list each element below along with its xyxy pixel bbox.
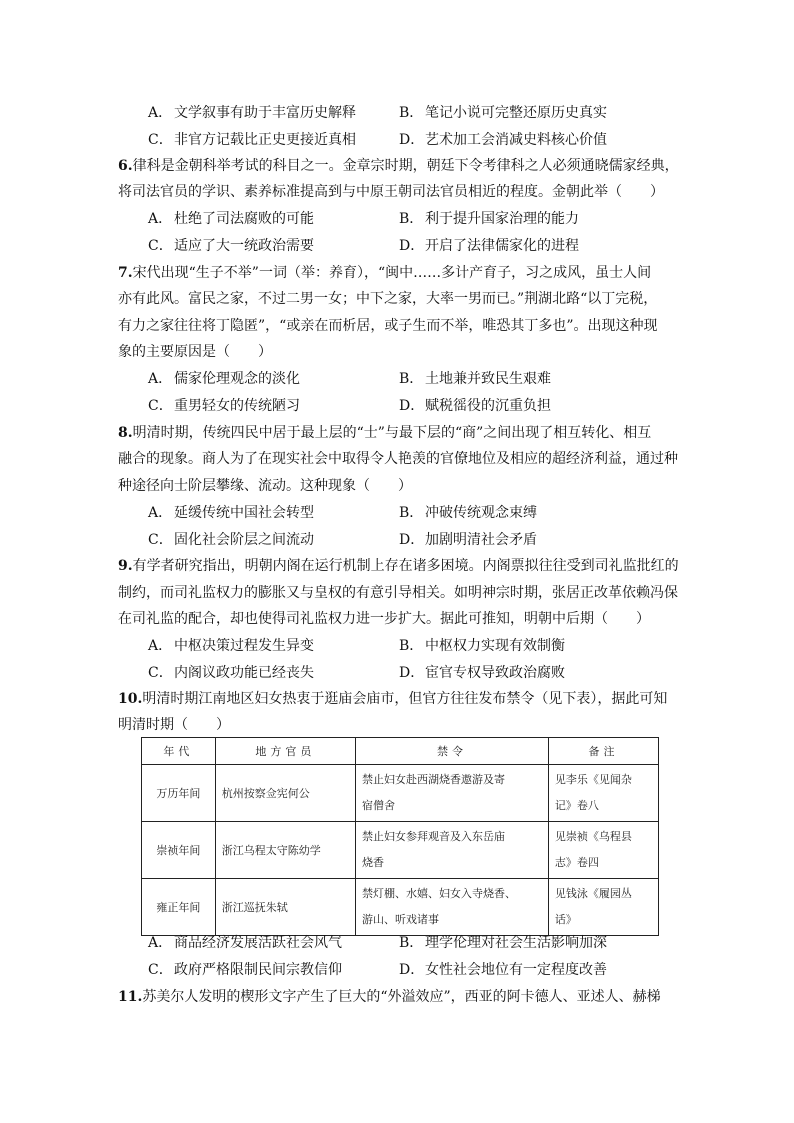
q9-stem-line-1: 9.有学者研究指出，明朝内阁在运行机制上存在诸多困境。内阁票拟往往受到司礼监批红的 <box>118 558 679 574</box>
q7-option-c[interactable]: C．重男轻女的传统陋习 <box>148 398 300 414</box>
q5-option-d[interactable]: D．艺术加工会消减史料核心价值 <box>399 132 607 148</box>
q6-number: 6. <box>118 158 133 174</box>
table-header: 禁令 <box>356 738 549 765</box>
q11-number: 11. <box>118 989 143 1005</box>
table-cell-era: 崇祯年间 <box>142 822 216 879</box>
q7-stem-line-2: 亦有此风。富民之家，不过二男一女；中下之家，大率一男而已。”荆湖北路“以丁完税， <box>118 291 658 307</box>
q10-stem-line-2: 明清时期（ ） <box>118 717 230 733</box>
table-row <box>142 765 659 822</box>
table-header: 年代 <box>142 738 216 765</box>
q8-option-c[interactable]: C．固化社会阶层之间流动 <box>148 532 314 548</box>
edict-table <box>141 737 659 936</box>
q9-stem-line-2: 制约，而司礼监权力的膨胀又与皇权的有意引导相关。如明神宗时期，张居正改革依赖冯保 <box>118 585 678 601</box>
table-cell-era: 雍正年间 <box>142 879 216 936</box>
table-row <box>142 879 659 936</box>
q8-stem-line-2: 融合的现象。商人为了在现实社会中取得令人艳羡的官僚地位及相应的超经济利益，通过种 <box>118 451 678 467</box>
q10-option-d[interactable]: D．女性社会地位有一定程度改善 <box>399 962 607 978</box>
q7-option-a[interactable]: A． 儒家伦理观念的淡化 <box>148 371 300 387</box>
q5-option-b[interactable]: B． 笔记小说可完整还原历史真实 <box>399 105 607 121</box>
q8-option-a[interactable]: A． 延缓传统中国社会转型 <box>148 505 314 521</box>
q9-number: 9. <box>118 558 133 574</box>
q9-option-a[interactable]: A． 中枢决策过程发生异变 <box>148 638 314 654</box>
q6-option-b[interactable]: B． 利于提升国家治理的能力 <box>399 211 579 227</box>
q8-stem-line-3: 种途径向士阶层攀缘、流动。这种现象（ ） <box>118 478 412 494</box>
table-header: 备注 <box>548 738 658 765</box>
q7-option-d[interactable]: D．赋税徭役的沉重负担 <box>399 398 551 414</box>
q10-number: 10. <box>118 691 143 707</box>
table-cell-ban: 禁灯棚、水嬉、妇女入寺烧香、 游山、听戏诸事 <box>356 879 549 936</box>
q8-number: 8. <box>118 425 133 441</box>
q8-stem-line-1: 8.明清时期，传统四民中居于最上层的“士”与最下层的“商”之间出现了相互转化、相互 <box>118 425 652 441</box>
q5-option-a[interactable]: A． 文学叙事有助于丰富历史解释 <box>148 105 356 121</box>
table-cell-note: 见崇祯《乌程县 志》卷四 <box>548 822 658 879</box>
q7-stem-line-1: 7.宋代出现“生子不举”一词（举：养育），“闽中……多计产育子，习之成风，虽士人间 <box>118 265 652 281</box>
table-header: 地方官员 <box>215 738 355 765</box>
q7-number: 7. <box>118 265 133 281</box>
q6-option-d[interactable]: D．开启了法律儒家化的进程 <box>399 238 579 254</box>
q7-option-b[interactable]: B． 土地兼并致民生艰难 <box>399 371 551 387</box>
q10-option-c[interactable]: C．政府严格限制民间宗教信仰 <box>148 962 342 978</box>
table-cell-note: 见钱泳《履园丛 话》 <box>548 879 658 936</box>
q5-option-c[interactable]: C．非官方记载比正史更接近真相 <box>148 132 356 148</box>
table-header-row <box>142 738 659 765</box>
q6-option-a[interactable]: A． 杜绝了司法腐败的可能 <box>148 211 314 227</box>
q9-option-c[interactable]: C．内阁议政功能已经丧失 <box>148 665 314 681</box>
q8-option-d[interactable]: D．加剧明清社会矛盾 <box>399 532 537 548</box>
q10-stem-line-1: 10.明清时期江南地区妇女热衷于逛庙会庙市，但官方往往发布禁令（见下表），据此可知 <box>118 691 668 707</box>
table-cell-era: 万历年间 <box>142 765 216 822</box>
q9-option-b[interactable]: B． 中枢权力实现有效制衡 <box>399 638 565 654</box>
q10-option-a[interactable]: A． 商品经济发展活跃社会风气 <box>148 935 342 951</box>
q6-stem-line-2: 将司法官员的学识、素养标准提高到与中原王朝司法官员相近的程度。金朝此举（ ） <box>118 184 664 200</box>
table-cell-official: 浙江巡抚朱轼 <box>215 879 355 936</box>
q9-option-d[interactable]: D．宦官专权导致政治腐败 <box>399 665 565 681</box>
table-cell-note: 见李乐《见闻杂 记》卷八 <box>548 765 658 822</box>
table-cell-official: 浙江乌程太守陈幼学 <box>215 822 355 879</box>
q6-option-c[interactable]: C．适应了大一统政治需要 <box>148 238 314 254</box>
q9-stem-line-3: 在司礼监的配合，却也使得司礼监权力进一步扩大。据此可推知，明朝中后期（ ） <box>118 611 650 627</box>
table-cell-ban: 禁止妇女赴西湖烧香遨游及寄 宿僧舍 <box>356 765 549 822</box>
table-row <box>142 822 659 879</box>
q7-stem-line-3: 有力之家往往将丁隐匿”，“或亲在而析居，或子生而不举，唯恐其丁多也”。出现这种现 <box>118 318 658 334</box>
q8-option-b[interactable]: B． 冲破传统观念束缚 <box>399 505 537 521</box>
table-cell-official: 杭州按察佥宪何公 <box>215 765 355 822</box>
q6-stem-line-1: 6.律科是金朝科举考试的科目之一。金章宗时期，朝廷下令考律科之人必须通晓儒家经典， <box>118 158 679 174</box>
q11-stem-line-1: 11.苏美尔人发明的楔形文字产生了巨大的“外溢效应”，西亚的阿卡德人、亚述人、赫梯 <box>118 989 661 1005</box>
q10-option-b[interactable]: B． 理学伦理对社会生活影响加深 <box>399 935 607 951</box>
q7-stem-line-4: 象的主要原因是（ ） <box>118 344 272 360</box>
table-cell-ban: 禁止妇女参拜观音及入东岳庙 烧香 <box>356 822 549 879</box>
